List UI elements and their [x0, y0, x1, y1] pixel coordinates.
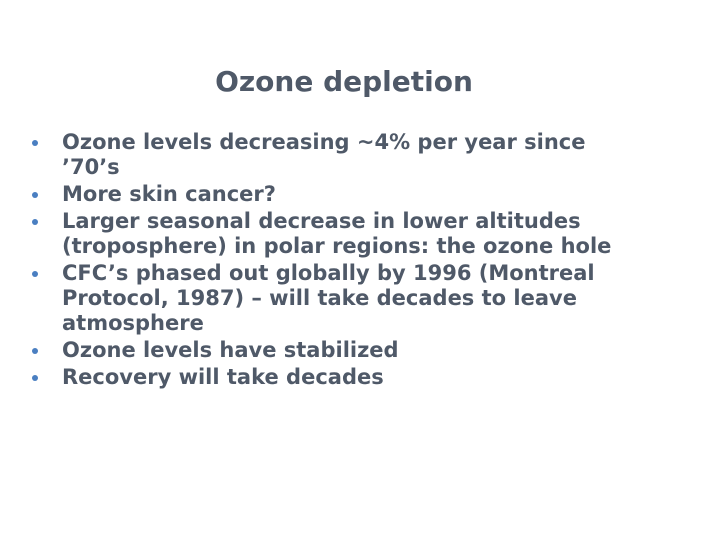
bullet-dot-icon — [32, 271, 38, 277]
bullet-dot-icon — [32, 375, 38, 381]
slide-title: Ozone depletion — [215, 65, 473, 98]
bullet-list — [24, 130, 684, 392]
bullet-item — [24, 338, 684, 363]
bullet-text-line: Recovery will take decades — [62, 365, 384, 389]
bullet-item — [24, 209, 684, 259]
bullet-text-line: Ozone levels decreasing ~4% per year since — [62, 130, 586, 154]
bullet-text-line: More skin cancer? — [62, 182, 276, 206]
bullet-text-line: Ozone levels have stabilized — [62, 338, 399, 362]
bullet-dot-icon — [32, 192, 38, 198]
bullet-item — [24, 130, 684, 180]
bullet-text-line: ’70’s — [62, 155, 120, 179]
bullet-text-line: (troposphere) in polar regions: the ozone hole — [62, 234, 612, 258]
bullet-text-line: Larger seasonal decrease in lower altitudes — [62, 209, 581, 233]
bullet-dot-icon — [32, 348, 38, 354]
bullet-dot-icon — [32, 219, 38, 225]
bullet-dot-icon — [32, 140, 38, 146]
bullet-item — [24, 182, 684, 207]
bullet-item — [24, 261, 684, 336]
bullet-text-line: atmosphere — [62, 311, 204, 335]
bullet-text-line: CFC’s phased out globally by 1996 (Montreal — [62, 261, 595, 285]
bullet-text-line: Protocol, 1987) – will take decades to leave — [62, 286, 577, 310]
bullet-item — [24, 365, 684, 390]
